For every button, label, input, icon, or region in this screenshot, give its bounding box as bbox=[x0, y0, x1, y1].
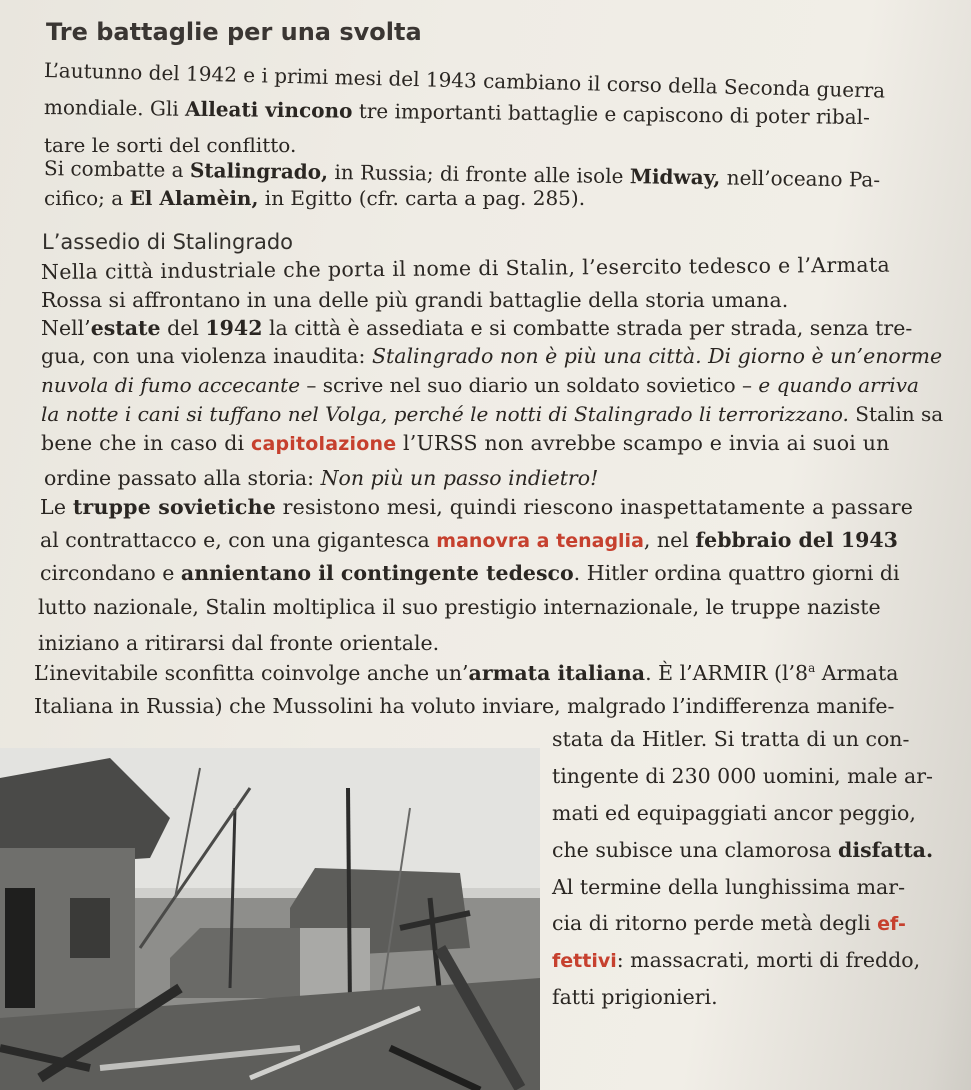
body-line-6: la notte i cani si tuffano nel Volga, perché le notti di Stalingrado li terrorizzano. Stalin sa bbox=[41, 402, 944, 426]
intro-line-4: Si combatte a Stalingrado, in Russia; di fronte alle isole Midway, nell’oceano Pa- bbox=[43, 156, 881, 192]
intro-line-1: L’autunno del 1942 e i primi mesi del 1943 cambiano il corso della Seconda guerra bbox=[43, 58, 886, 103]
body-line-8: ordine passato alla storia: Non più un passo indietro! bbox=[44, 466, 599, 490]
body-line-23: fatti prigionieri. bbox=[552, 985, 718, 1009]
body-line-7: bene che in caso di capitolazione l’URSS non avrebbe scampo e invia ai suoi un bbox=[41, 431, 890, 455]
body-line-21: cia di ritorno perde metà degli ef- bbox=[552, 911, 906, 935]
body-line-12: lutto nazionale, Stalin moltiplica il suo prestigio internazionale, le truppe naziste bbox=[38, 595, 881, 619]
body-line-2: Rossa si affrontano in una delle più grandi battaglie della storia umana. bbox=[41, 288, 789, 312]
intro-line-2: mondiale. Gli Alleati vincono tre importanti battaglie e capiscono di poter ribal- bbox=[43, 95, 870, 130]
intro-line-3: tare le sorti del conflitto. bbox=[44, 133, 297, 157]
body-line-4: gua, con una violenza inaudita: Stalingrado non è più una città. Di giorno è un’enorme bbox=[41, 344, 943, 368]
body-line-17: tingente di 230 000 uomini, male ar- bbox=[552, 764, 933, 788]
body-line-9: Le truppe sovietiche resistono mesi, quindi riescono inaspettatamente a passare bbox=[40, 495, 914, 519]
body-line-20: Al termine della lunghissima mar- bbox=[552, 875, 906, 899]
body-line-19: che subisce una clamorosa disfatta. bbox=[552, 838, 934, 862]
body-line-10: al contrattacco e, con una gigantesca manovra a tenaglia, nel febbraio del 1943 bbox=[40, 528, 898, 552]
body-line-18: mati ed equipaggiati ancor peggio, bbox=[552, 801, 916, 825]
body-line-16: stata da Hitler. Si tratta di un con- bbox=[552, 727, 910, 751]
body-line-3: Nell’estate del 1942 la città è assediata e si combatte strada per strada, senza tre- bbox=[41, 316, 913, 340]
body-line-13: iniziano a ritirarsi dal fronte orientale. bbox=[38, 631, 440, 655]
stalingrad-ruins-photo bbox=[0, 748, 540, 1090]
body-line-22: fettivi: massacrati, morti di freddo, bbox=[552, 948, 921, 972]
body-line-1: Nella città industriale che porta il nome di Stalin, l’esercito tedesco e l’Armata bbox=[40, 252, 891, 284]
body-line-15: Italiana in Russia) che Mussolini ha voluto inviare, malgrado l’indifferenza manife- bbox=[34, 694, 895, 718]
intro-line-5: cifico; a El Alamèin, in Egitto (cfr. carta a pag. 285). bbox=[44, 186, 586, 210]
body-line-14: L’inevitabile sconfitta coinvolge anche un’armata italiana. È l’ARMIR (l’8$^a$ Armata bbox=[34, 660, 899, 685]
body-line-5: nuvola di fumo accecante – scrive nel suo diario un soldato sovietico – e quando arriva bbox=[41, 373, 919, 397]
subheading: L’assedio di Stalingrado bbox=[42, 230, 293, 254]
body-line-11: circondano e annientano il contingente tedesco. Hitler ordina quattro giorni di bbox=[40, 561, 900, 585]
section-title: Tre battaglie per una svolta bbox=[46, 18, 422, 46]
